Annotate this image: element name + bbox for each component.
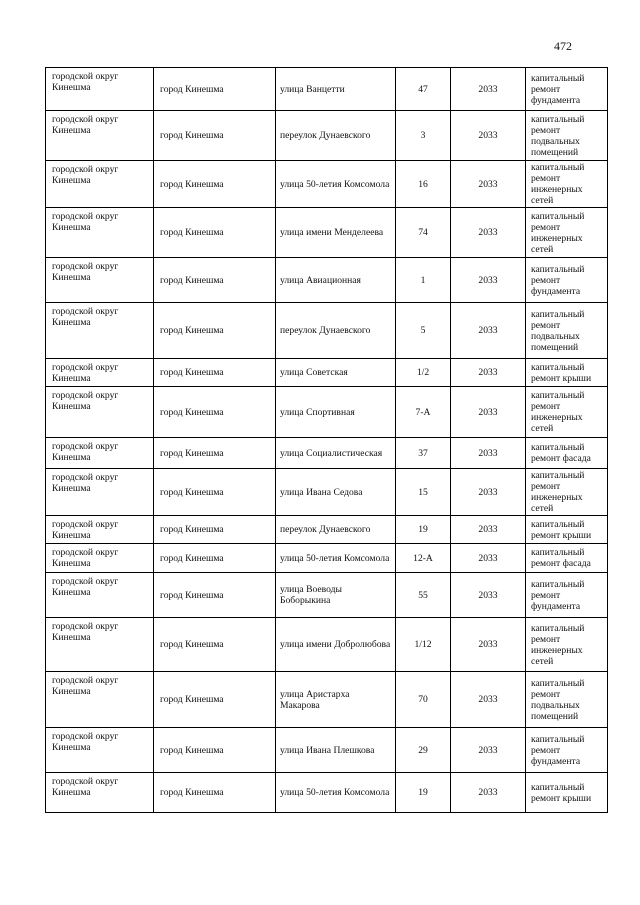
district-cell: городской округ Кинешма	[46, 359, 154, 387]
district-cell: городской округ Кинешма	[46, 773, 154, 813]
year-cell: 2033	[451, 303, 526, 359]
year-cell: 2033	[451, 672, 526, 728]
table-row	[46, 573, 608, 618]
year-cell: 2033	[451, 544, 526, 573]
work-type-cell: капитальный ремонт крыши	[526, 773, 608, 813]
house-number-cell: 55	[396, 573, 451, 618]
city-cell: город Кинешма	[154, 516, 276, 544]
street-cell: улица Ивана Плешкова	[276, 728, 396, 773]
district-cell: городской округ Кинешма	[46, 728, 154, 773]
city-cell: город Кинешма	[154, 68, 276, 111]
street-cell: улица Воеводы Боборыкина	[276, 573, 396, 618]
work-type-cell: капитальный ремонт инженерных сетей	[526, 469, 608, 516]
page-number: 472	[554, 39, 572, 53]
year-cell: 2033	[451, 359, 526, 387]
house-number-cell: 15	[396, 469, 451, 516]
street-cell: улица Советская	[276, 359, 396, 387]
table-row	[46, 618, 608, 672]
table-row	[46, 303, 608, 359]
work-type-cell: капитальный ремонт инженерных сетей	[526, 161, 608, 208]
work-type-cell: капитальный ремонт подвальных помещений	[526, 303, 608, 359]
table-row	[46, 208, 608, 258]
table-row	[46, 68, 608, 111]
table-row	[46, 111, 608, 161]
city-cell: город Кинешма	[154, 303, 276, 359]
street-cell: улица имени Менделеева	[276, 208, 396, 258]
city-cell: город Кинешма	[154, 618, 276, 672]
year-cell: 2033	[451, 728, 526, 773]
table-row	[46, 359, 608, 387]
year-cell: 2033	[451, 618, 526, 672]
street-cell: улица 50-летия Комсомола	[276, 773, 396, 813]
year-cell: 2033	[451, 258, 526, 303]
house-number-cell: 74	[396, 208, 451, 258]
street-cell: улица 50-летия Комсомола	[276, 544, 396, 573]
district-cell: городской округ Кинешма	[46, 544, 154, 573]
street-cell: улица Ванцетти	[276, 68, 396, 111]
district-cell: городской округ Кинешма	[46, 516, 154, 544]
work-type-cell: капитальный ремонт инженерных сетей	[526, 618, 608, 672]
district-cell: городской округ Кинешма	[46, 208, 154, 258]
city-cell: город Кинешма	[154, 672, 276, 728]
house-number-cell: 19	[396, 516, 451, 544]
district-cell: городской округ Кинешма	[46, 111, 154, 161]
street-cell: улица Авиационная	[276, 258, 396, 303]
work-type-cell: капитальный ремонт фасада	[526, 544, 608, 573]
house-number-cell: 19	[396, 773, 451, 813]
work-type-cell: капитальный ремонт подвальных помещений	[526, 111, 608, 161]
city-cell: город Кинешма	[154, 438, 276, 469]
table-row	[46, 469, 608, 516]
city-cell: город Кинешма	[154, 773, 276, 813]
house-number-cell: 7-А	[396, 387, 451, 438]
table-row	[46, 516, 608, 544]
street-cell: улица Социалистическая	[276, 438, 396, 469]
house-number-cell: 12-А	[396, 544, 451, 573]
house-number-cell: 37	[396, 438, 451, 469]
table-row	[46, 728, 608, 773]
house-number-cell: 1	[396, 258, 451, 303]
year-cell: 2033	[451, 469, 526, 516]
city-cell: город Кинешма	[154, 573, 276, 618]
table-row	[46, 387, 608, 438]
work-type-cell: капитальный ремонт фундамента	[526, 68, 608, 111]
house-number-cell: 47	[396, 68, 451, 111]
work-type-cell: капитальный ремонт инженерных сетей	[526, 208, 608, 258]
district-cell: городской округ Кинешма	[46, 573, 154, 618]
city-cell: город Кинешма	[154, 208, 276, 258]
work-type-cell: капитальный ремонт фасада	[526, 438, 608, 469]
city-cell: город Кинешма	[154, 359, 276, 387]
table-row	[46, 773, 608, 813]
house-number-cell: 16	[396, 161, 451, 208]
year-cell: 2033	[451, 111, 526, 161]
house-number-cell: 70	[396, 672, 451, 728]
work-type-cell: капитальный ремонт фундамента	[526, 728, 608, 773]
year-cell: 2033	[451, 438, 526, 469]
district-cell: городской округ Кинешма	[46, 68, 154, 111]
year-cell: 2033	[451, 516, 526, 544]
district-cell: городской округ Кинешма	[46, 387, 154, 438]
year-cell: 2033	[451, 387, 526, 438]
house-number-cell: 5	[396, 303, 451, 359]
table-row	[46, 672, 608, 728]
year-cell: 2033	[451, 773, 526, 813]
house-number-cell: 1/12	[396, 618, 451, 672]
year-cell: 2033	[451, 161, 526, 208]
house-number-cell: 1/2	[396, 359, 451, 387]
street-cell: улица Спортивная	[276, 387, 396, 438]
street-cell: улица Аристарха Макарова	[276, 672, 396, 728]
table-row	[46, 258, 608, 303]
year-cell: 2033	[451, 68, 526, 111]
street-cell: переулок Дунаевского	[276, 111, 396, 161]
city-cell: город Кинешма	[154, 544, 276, 573]
district-cell: городской округ Кинешма	[46, 469, 154, 516]
table-row	[46, 438, 608, 469]
street-cell: переулок Дунаевского	[276, 516, 396, 544]
district-cell: городской округ Кинешма	[46, 258, 154, 303]
work-type-cell: капитальный ремонт крыши	[526, 359, 608, 387]
work-type-cell: капитальный ремонт подвальных помещений	[526, 672, 608, 728]
district-cell: городской округ Кинешма	[46, 618, 154, 672]
house-number-cell: 3	[396, 111, 451, 161]
district-cell: городской округ Кинешма	[46, 672, 154, 728]
city-cell: город Кинешма	[154, 728, 276, 773]
city-cell: город Кинешма	[154, 111, 276, 161]
city-cell: город Кинешма	[154, 469, 276, 516]
city-cell: город Кинешма	[154, 161, 276, 208]
work-type-cell: капитальный ремонт фундамента	[526, 258, 608, 303]
work-type-cell: капитальный ремонт крыши	[526, 516, 608, 544]
city-cell: город Кинешма	[154, 387, 276, 438]
work-type-cell: капитальный ремонт фундамента	[526, 573, 608, 618]
house-number-cell: 29	[396, 728, 451, 773]
district-cell: городской округ Кинешма	[46, 161, 154, 208]
street-cell: улица Ивана Седова	[276, 469, 396, 516]
table-row	[46, 161, 608, 208]
street-cell: улица имени Добролюбова	[276, 618, 396, 672]
work-type-cell: капитальный ремонт инженерных сетей	[526, 387, 608, 438]
street-cell: переулок Дунаевского	[276, 303, 396, 359]
district-cell: городской округ Кинешма	[46, 438, 154, 469]
district-cell: городской округ Кинешма	[46, 303, 154, 359]
repair-registry-table	[45, 67, 608, 813]
table-body	[46, 68, 608, 813]
table-row	[46, 544, 608, 573]
year-cell: 2033	[451, 208, 526, 258]
street-cell: улица 50-летия Комсомола	[276, 161, 396, 208]
year-cell: 2033	[451, 573, 526, 618]
city-cell: город Кинешма	[154, 258, 276, 303]
